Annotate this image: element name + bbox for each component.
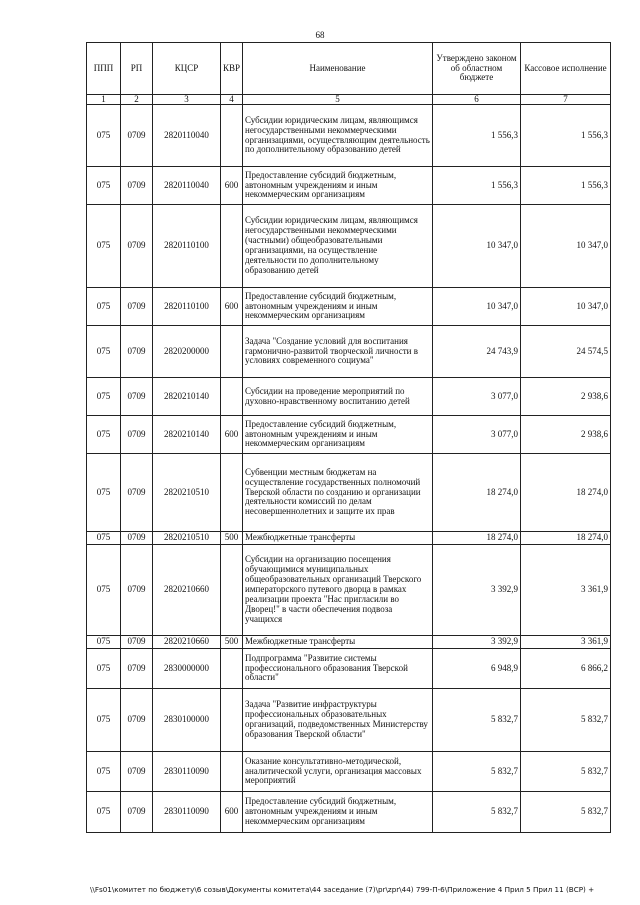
ppp-cell: 075 [87,205,121,288]
rp-cell: 0709 [121,649,153,689]
kvr-cell: 500 [221,636,243,649]
approved-cell: 6 948,9 [433,649,521,689]
name-cell: Предоставление субсидий бюджетным, автономным учреждениям и иным некоммерческим организациям [243,792,433,833]
ppp-cell: 075 [87,689,121,752]
approved-cell: 3 077,0 [433,378,521,416]
name-cell: Задача "Развитие инфраструктуры профессиональных образовательных организаций, подведомственных Министерству образования Тверской области" [243,689,433,752]
kvr-cell [221,205,243,288]
kcsr-cell: 2820210510 [153,532,221,545]
kvr-cell [221,752,243,792]
kvr-cell [221,545,243,636]
name-cell: Подпрограмма "Развитие системы профессионального образования Тверской области" [243,649,433,689]
rp-cell: 0709 [121,454,153,532]
cash-cell: 24 574,5 [521,326,611,378]
kcsr-cell: 2820210660 [153,636,221,649]
approved-cell: 10 347,0 [433,288,521,326]
column-number: 2 [121,95,153,105]
rp-cell: 0709 [121,105,153,167]
table-row [87,649,611,689]
approved-cell: 18 274,0 [433,454,521,532]
name-cell: Субсидии юридическим лицам, являющимся негосударственными некоммерческими (частными) общеобразовательными организациями, на осуществление деятельности по дополнительному образованию детей [243,205,433,288]
table-row [87,792,611,833]
ppp-cell: 075 [87,326,121,378]
approved-cell: 1 556,3 [433,167,521,205]
ppp-cell: 075 [87,649,121,689]
kvr-cell: 600 [221,792,243,833]
kvr-cell [221,326,243,378]
name-cell: Межбюджетные трансферты [243,532,433,545]
cash-cell: 1 556,3 [521,167,611,205]
header-approved: Утверждено законом об областном бюджете [433,43,521,95]
ppp-cell: 075 [87,105,121,167]
kcsr-cell: 2820110100 [153,205,221,288]
name-cell: Задача "Создание условий для воспитания гармонично-развитой творческой личности в условиях современного социума" [243,326,433,378]
ppp-cell: 075 [87,288,121,326]
table-row [87,636,611,649]
rp-cell: 0709 [121,752,153,792]
header-kcsr: КЦСР [153,43,221,95]
cash-cell: 3 361,9 [521,545,611,636]
table-row [87,378,611,416]
kcsr-cell: 2820210140 [153,416,221,454]
kcsr-cell: 2830110090 [153,752,221,792]
footer-file-path: \\Fs01\комитет по бюджету\6 созыв\Документы комитета\44 заседание (7)\pr\zpr\44) 799-П-6\Приложение 4 Прил 5 Прил 11 (ВСР) + [90,885,595,894]
kcsr-cell: 2830110090 [153,792,221,833]
ppp-cell: 075 [87,545,121,636]
name-cell: Предоставление субсидий бюджетным, автономным учреждениям и иным некоммерческим организациям [243,288,433,326]
table-row [87,454,611,532]
ppp-cell: 075 [87,752,121,792]
cash-cell: 10 347,0 [521,205,611,288]
column-number: 6 [433,95,521,105]
rp-cell: 0709 [121,532,153,545]
rp-cell: 0709 [121,288,153,326]
cash-cell: 3 361,9 [521,636,611,649]
rp-cell: 0709 [121,378,153,416]
table-row [87,689,611,752]
table-row [87,205,611,288]
name-cell: Оказание консультативно-методической, аналитической услуги, организация массовых мероприятий [243,752,433,792]
kcsr-cell: 2820110040 [153,167,221,205]
kvr-cell: 600 [221,167,243,205]
column-number: 3 [153,95,221,105]
cash-cell: 2 938,6 [521,378,611,416]
ppp-cell: 075 [87,416,121,454]
rp-cell: 0709 [121,167,153,205]
approved-cell: 24 743,9 [433,326,521,378]
kvr-cell: 600 [221,288,243,326]
ppp-cell: 075 [87,532,121,545]
kcsr-cell: 2830100000 [153,689,221,752]
name-cell: Межбюджетные трансферты [243,636,433,649]
table-row [87,105,611,167]
cash-cell: 18 274,0 [521,532,611,545]
kcsr-cell: 2820110100 [153,288,221,326]
rp-cell: 0709 [121,636,153,649]
rp-cell: 0709 [121,545,153,636]
approved-cell: 5 832,7 [433,689,521,752]
rp-cell: 0709 [121,416,153,454]
budget-table [86,42,611,833]
table-row [87,545,611,636]
ppp-cell: 075 [87,378,121,416]
kcsr-cell: 2830000000 [153,649,221,689]
kcsr-cell: 2820110040 [153,105,221,167]
column-number: 4 [221,95,243,105]
ppp-cell: 075 [87,792,121,833]
ppp-cell: 075 [87,454,121,532]
kvr-cell [221,454,243,532]
rp-cell: 0709 [121,689,153,752]
page-number: 68 [315,30,325,40]
table-row [87,752,611,792]
column-number: 7 [521,95,611,105]
kvr-cell [221,649,243,689]
cash-cell: 6 866,2 [521,649,611,689]
name-cell: Субсидии на проведение мероприятий по духовно-нравственному воспитанию детей [243,378,433,416]
cash-cell: 18 274,0 [521,454,611,532]
approved-cell: 3 392,9 [433,636,521,649]
column-number: 1 [87,95,121,105]
column-number: 5 [243,95,433,105]
ppp-cell: 075 [87,167,121,205]
table-row [87,167,611,205]
header-cash: Кассовое исполнение [521,43,611,95]
cash-cell: 5 832,7 [521,792,611,833]
kvr-cell: 600 [221,416,243,454]
approved-cell: 10 347,0 [433,205,521,288]
cash-cell: 10 347,0 [521,288,611,326]
approved-cell: 3 077,0 [433,416,521,454]
rp-cell: 0709 [121,205,153,288]
header-row [87,43,611,95]
approved-cell: 5 832,7 [433,792,521,833]
kcsr-cell: 2820200000 [153,326,221,378]
approved-cell: 18 274,0 [433,532,521,545]
cash-cell: 1 556,3 [521,105,611,167]
name-cell: Субсидии на организацию посещения обучающимися муниципальных общеобразовательных организаций Тверского императорского путевого дворца в рамках реализации проекта "Нас пригласили во Дворец!" в части обеспечения подвоза учащихся [243,545,433,636]
cash-cell: 2 938,6 [521,416,611,454]
table-row [87,288,611,326]
kcsr-cell: 2820210510 [153,454,221,532]
table-row [87,416,611,454]
table-row [87,532,611,545]
cash-cell: 5 832,7 [521,752,611,792]
column-number-row [87,95,611,105]
ppp-cell: 075 [87,636,121,649]
name-cell: Субсидии юридическим лицам, являющимся негосударственными некоммерческими организациями, осуществляющим деятельность по дополнительному образованию детей [243,105,433,167]
header-name: Наименование [243,43,433,95]
header-rp: РП [121,43,153,95]
approved-cell: 3 392,9 [433,545,521,636]
name-cell: Предоставление субсидий бюджетным, автономным учреждениям и иным некоммерческим организациям [243,167,433,205]
kcsr-cell: 2820210660 [153,545,221,636]
approved-cell: 1 556,3 [433,105,521,167]
kvr-cell [221,378,243,416]
header-kvr: КВР [221,43,243,95]
table-row [87,326,611,378]
kvr-cell: 500 [221,532,243,545]
kcsr-cell: 2820210140 [153,378,221,416]
approved-cell: 5 832,7 [433,752,521,792]
kvr-cell [221,105,243,167]
rp-cell: 0709 [121,792,153,833]
name-cell: Субвенции местным бюджетам на осуществление государственных полномочий Тверской области по созданию и организации деятельности комиссий по делам несовершеннолетних и защите их прав [243,454,433,532]
rp-cell: 0709 [121,326,153,378]
name-cell: Предоставление субсидий бюджетным, автономным учреждениям и иным некоммерческим организациям [243,416,433,454]
cash-cell: 5 832,7 [521,689,611,752]
header-ppp: ППП [87,43,121,95]
kvr-cell [221,689,243,752]
